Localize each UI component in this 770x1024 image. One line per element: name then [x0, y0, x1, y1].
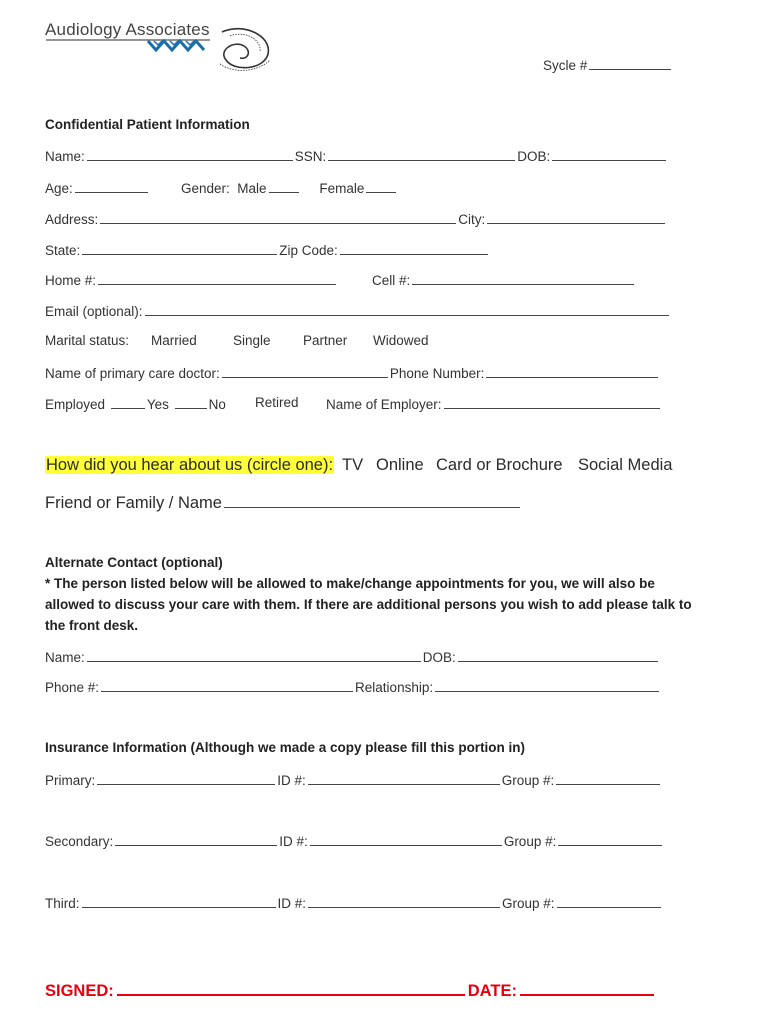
primary-label: Primary: [45, 773, 96, 788]
logo-text: Audiology Associates [45, 20, 210, 39]
cell-field [372, 271, 636, 288]
row-doctor [45, 364, 660, 381]
primary-id-line[interactable] [308, 771, 500, 785]
insurance-row-secondary [45, 832, 664, 849]
relationship-label: Relationship: [355, 680, 434, 695]
third-label: Third: [45, 896, 80, 911]
employed-line[interactable] [111, 395, 145, 409]
name-label: Name: [45, 149, 85, 164]
secondary-id-line[interactable] [310, 832, 502, 846]
alternate-note-2: allowed to discuss your care with them. If there are additional persons you wish to add please talk to [45, 597, 692, 612]
dob-label: DOB: [517, 149, 551, 164]
row-email [45, 302, 671, 319]
yes-label: Yes [146, 397, 169, 412]
row-name [45, 147, 668, 164]
marital-option-single[interactable]: Single [233, 333, 271, 348]
date-line[interactable] [520, 979, 654, 996]
employed-label: Employed [45, 397, 106, 412]
sycle-label: Sycle # [543, 58, 588, 73]
name-line[interactable] [87, 147, 293, 161]
primary-group-line[interactable] [556, 771, 660, 785]
referral-option-online[interactable]: Online [376, 456, 424, 474]
row-state [45, 241, 490, 258]
referral-question [45, 456, 334, 475]
alt-phone-label: Phone #: [45, 680, 100, 695]
alt-dob-line[interactable] [458, 648, 658, 662]
referral-option-social[interactable]: Social Media [578, 456, 673, 474]
male-line[interactable] [269, 179, 299, 193]
employer-field [326, 395, 662, 412]
doctor-label: Name of primary care doctor: [45, 366, 220, 381]
marital-option-partner[interactable]: Partner [303, 333, 348, 348]
secondary-label: Secondary: [45, 834, 114, 849]
signature-row [45, 979, 657, 1001]
age-label: Age: [45, 181, 73, 196]
state-line[interactable] [82, 241, 277, 255]
friend-line[interactable] [224, 491, 520, 508]
phone-number-label: Phone Number: [389, 366, 485, 381]
primary-line[interactable] [97, 771, 275, 785]
zip-line[interactable] [340, 241, 488, 255]
dob-line[interactable] [552, 147, 666, 161]
referral-option-tv[interactable]: TV [342, 456, 364, 474]
male-label: Male [237, 181, 267, 196]
email-label: Email (optional): [45, 304, 143, 319]
sycle-field[interactable] [543, 56, 673, 73]
city-label: City: [458, 212, 486, 227]
row-alt-phone [45, 678, 661, 695]
signed-line[interactable] [117, 979, 465, 996]
insurance-row-primary [45, 771, 662, 788]
marital-label: Marital status: [45, 333, 130, 348]
home-line[interactable] [98, 271, 336, 285]
retired-label[interactable]: Retired [255, 395, 299, 410]
row-friend [45, 491, 522, 513]
gender-field [181, 179, 398, 196]
signed-label: SIGNED: [45, 982, 114, 1000]
secondary-group-label: Group #: [503, 834, 557, 849]
home-label: Home #: [45, 273, 97, 288]
yes-line[interactable] [175, 395, 207, 409]
logo-graphic [44, 24, 276, 74]
marital-option-married[interactable]: Married [151, 333, 197, 348]
secondary-group-line[interactable] [558, 832, 662, 846]
row-address [45, 210, 667, 227]
employer-line[interactable] [444, 395, 660, 409]
alt-name-label: Name: [45, 650, 85, 665]
address-label: Address: [45, 212, 99, 227]
address-line[interactable] [100, 210, 456, 224]
alternate-note-3: the front desk. [45, 618, 139, 633]
female-line[interactable] [366, 179, 396, 193]
ssn-line[interactable] [328, 147, 515, 161]
female-label: Female [319, 181, 365, 196]
referral-question-text: How did you hear about us (circle one): [46, 456, 334, 474]
section-title-insurance: Insurance Information (Although we made a copy please fill this portion in) [45, 740, 526, 755]
primary-id-label: ID #: [277, 773, 306, 788]
third-id-line[interactable] [308, 894, 500, 908]
marital-option-widowed[interactable]: Widowed [373, 333, 429, 348]
alternate-note-1: * The person listed below will be allowed to make/change appointments for you, we will also be [45, 576, 655, 591]
primary-group-label: Group #: [501, 773, 555, 788]
cell-line[interactable] [412, 271, 634, 285]
city-line[interactable] [487, 210, 665, 224]
insurance-row-third [45, 894, 663, 911]
row-employment [45, 395, 226, 412]
age-line[interactable] [75, 179, 148, 193]
cell-label: Cell #: [372, 273, 411, 288]
zip-label: Zip Code: [279, 243, 338, 258]
email-line[interactable] [145, 302, 669, 316]
alt-dob-label: DOB: [422, 650, 456, 665]
section-title-patient: Confidential Patient Information [45, 117, 250, 132]
secondary-line[interactable] [115, 832, 277, 846]
ssn-label: SSN: [294, 149, 327, 164]
alt-name-line[interactable] [87, 648, 421, 662]
alt-phone-line[interactable] [101, 678, 353, 692]
gender-label: Gender: [181, 181, 230, 196]
row-home [45, 271, 338, 288]
doctor-line[interactable] [222, 364, 388, 378]
relationship-line[interactable] [435, 678, 659, 692]
phone-number-line[interactable] [486, 364, 658, 378]
sycle-line[interactable] [589, 56, 671, 70]
friend-label: Friend or Family / Name [45, 494, 222, 512]
secondary-id-label: ID #: [279, 834, 308, 849]
row-age-gender [45, 179, 150, 196]
no-label: No [208, 397, 226, 412]
referral-option-card[interactable]: Card or Brochure [436, 456, 563, 474]
section-title-alternate: Alternate Contact (optional) [45, 555, 223, 570]
third-group-label: Group #: [502, 896, 555, 911]
row-alt-name [45, 648, 660, 665]
employer-label: Name of Employer: [326, 397, 442, 412]
third-group-line[interactable] [557, 894, 661, 908]
third-id-label: ID #: [277, 896, 307, 911]
state-label: State: [45, 243, 81, 258]
date-label: DATE: [467, 982, 517, 1000]
third-line[interactable] [82, 894, 276, 908]
